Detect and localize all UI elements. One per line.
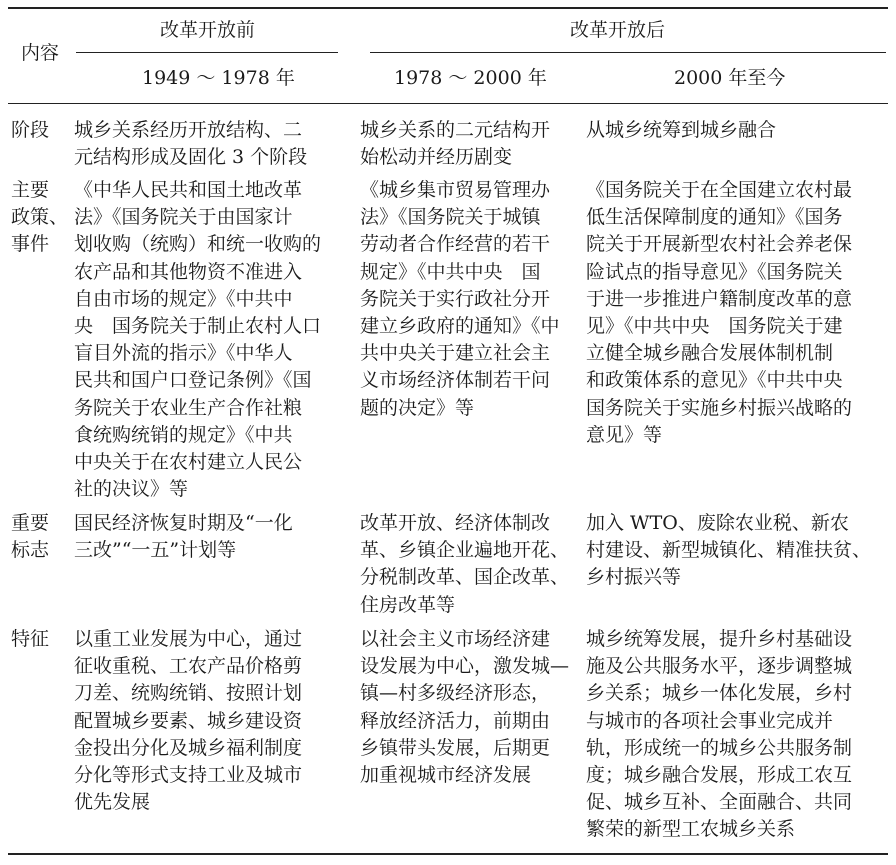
row-stage-col1: 城乡关系经历开放结构、二 元结构形成及固化 3 个阶段 [74, 119, 308, 169]
after-reform-underline [370, 52, 886, 53]
row-stage-label: 阶段 [11, 119, 50, 141]
row-stage-col2: 城乡关系的二元结构开 始松动并经历剧变 [360, 119, 551, 169]
row-milestone-col2: 改革开放、经济体制改 革、乡镇企业遍地开花、 分税制改革、国企改革、 住房改革等 [360, 512, 570, 616]
header-before-reform: 改革开放前 [160, 19, 256, 41]
header-after-reform: 改革开放后 [570, 19, 666, 41]
header-period-2000-now: 2000 年至今 [674, 67, 786, 89]
header-row-label: 内容 [21, 42, 60, 64]
row-policy-label: 主要 政策、 事件 [11, 179, 69, 256]
top-rule [8, 7, 888, 9]
before-reform-underline [76, 52, 338, 53]
row-feature-col1: 以重工业发展为中心，通过 征收重税、工农产品价格剪 刀差、统购统销、按照计划 配置城乡要素、城乡建设资 金投出分化及城乡福利制度 分化等形式支持工业及城市 优先发展 [74, 628, 303, 814]
row-milestone-label: 重要 标志 [11, 512, 50, 562]
row-policy-col2: 《城乡集市贸易管理办 法》《国务院关于城镇 劳动者合作经营的若干 规定》《中共中央 国 务院关于实行政社分开 建立乡政府的通知》《中 共中央关于建立社会主 义市场经济体制若干问 题的决定》等 [360, 179, 560, 419]
row-feature-label: 特征 [11, 628, 50, 650]
bottom-rule [8, 853, 888, 855]
header-period-1949-1978: 1949 ～ 1978 年 [142, 67, 295, 89]
row-feature-col2: 以社会主义市场经济建 设发展为中心，激发城— 镇—村多级经济形态， 释放经济活力，前期由 乡镇带头发展，后期更 加重视城市经济发展 [360, 628, 570, 787]
header-bottom-rule [8, 103, 888, 104]
row-milestone-col3: 加入 WTO、废除农业税、新农 村建设、新型城镇化、精准扶贫、 乡村振兴等 [586, 512, 872, 589]
row-policy-col1: 《中华人民共和国土地改革 法》《国务院关于由国家计 划收购（统购）和统一收购的 农产品和其他物资不准进入 自由市场的规定》《中共中 央 国务院关于制止农村人口 盲目外流的指示》《中华人 民共和国户口登记条例》《国 务院关于农业生产合作社粮 食统购统销的规定》《中共 中央关于在农村建立人民公 社的决议》等 [74, 179, 322, 501]
header-period-1978-2000: 1978 ～ 2000 年 [394, 67, 547, 89]
row-stage-col3: 从城乡统筹到城乡融合 [586, 119, 777, 141]
row-milestone-col1: 国民经济恢复时期及“一化 三改”“一五”计划等 [74, 512, 293, 562]
row-policy-col3: 《国务院关于在全国建立农村最 低生活保障制度的通知》《国务 院关于开展新型农村社会养老保 险试点的指导意见》《国务院关 于进一步推进户籍制度改革的意 见》《中共中央 国务院关于建 立健全城乡融合发展体制机制 和政策体系的意见》《中共中央 国务院关于实施乡村振兴战略的 意见》等 [586, 179, 853, 446]
row-feature-col3: 城乡统筹发展，提升乡村基础设 施及公共服务水平，逐步调整城 乡关系；城乡一体化发展，乡村 与城市的各项社会事业完成并 轨，形成统一的城乡公共服务制 度；城乡融合发展，形成工农互 促、城乡互补、全面融合、共同 繁荣的新型工农城乡关系 [586, 628, 853, 841]
